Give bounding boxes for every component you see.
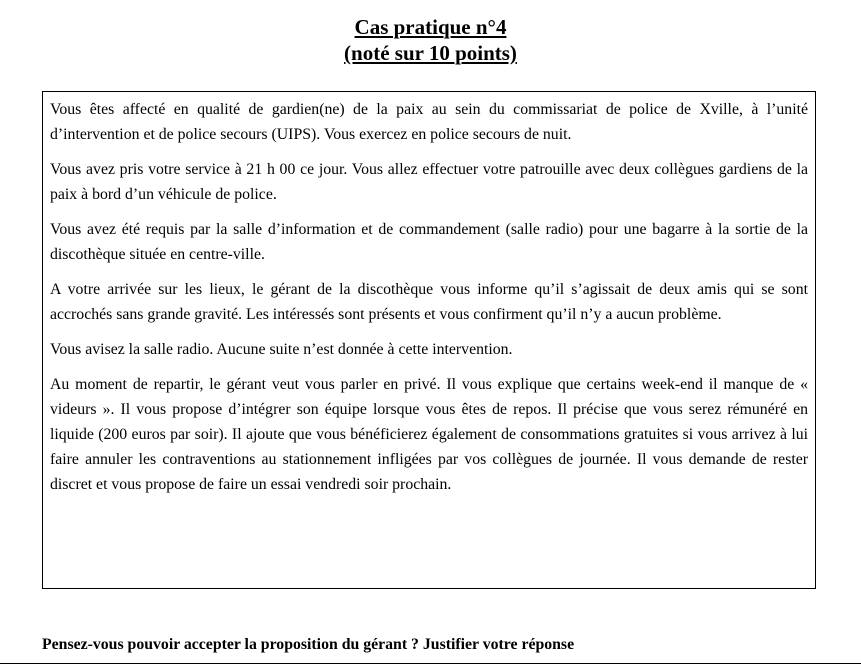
bottom-divider	[0, 663, 861, 664]
question-text: Pensez-vous pouvoir accepter la proposition du gérant ? Justifier votre réponse	[42, 636, 575, 653]
case-statement-box	[42, 91, 816, 589]
case-paragraph-6: Au moment de repartir, le gérant veut vous parler en privé. Il vous explique que certains week-end il manque de « videurs ». Il vous propose d’intégrer son équipe lorsque vous êtes de repos. Il précise que vous serez rémunéré en liquide (200 euros par soir). Il ajoute que vous bénéficierez également de consommations gratuites si vous arrivez à lui faire annuler les contraventions au stationnement infligées par vos collègues de journée. Il vous demande de rester discret et vous propose de faire un essai vendredi soir prochain.	[50, 376, 808, 493]
page-subtitle: (noté sur 10 points)	[344, 41, 517, 65]
page-title: Cas pratique n°4	[354, 15, 507, 39]
case-paragraph-3: Vous avez été requis par la salle d’information et de commandement (salle radio) pour une bagarre à la sortie de la discothèque située en centre-ville.	[50, 221, 808, 263]
document-header	[0, 14, 861, 66]
case-paragraph-1: Vous êtes affecté en qualité de gardien(ne) de la paix au sein du commissariat de police de Xville, à l’unité d’intervention et de police secours (UIPS). Vous exercez en police secours de nuit.	[50, 101, 808, 143]
case-paragraph-2: Vous avez pris votre service à 21 h 00 ce jour. Vous allez effectuer votre patrouille avec deux collègues gardiens de la paix à bord d’un véhicule de police.	[50, 161, 808, 203]
case-paragraph-5: Vous avisez la salle radio. Aucune suite n’est donnée à cette intervention.	[50, 341, 513, 358]
case-paragraph-4: A votre arrivée sur les lieux, le gérant de la discothèque vous informe qu’il s’agissait de deux amis qui se sont accrochés sans grande gravité. Les intéressés sont présents et vous confirment qu’il n’y a aucun problème.	[50, 281, 808, 323]
